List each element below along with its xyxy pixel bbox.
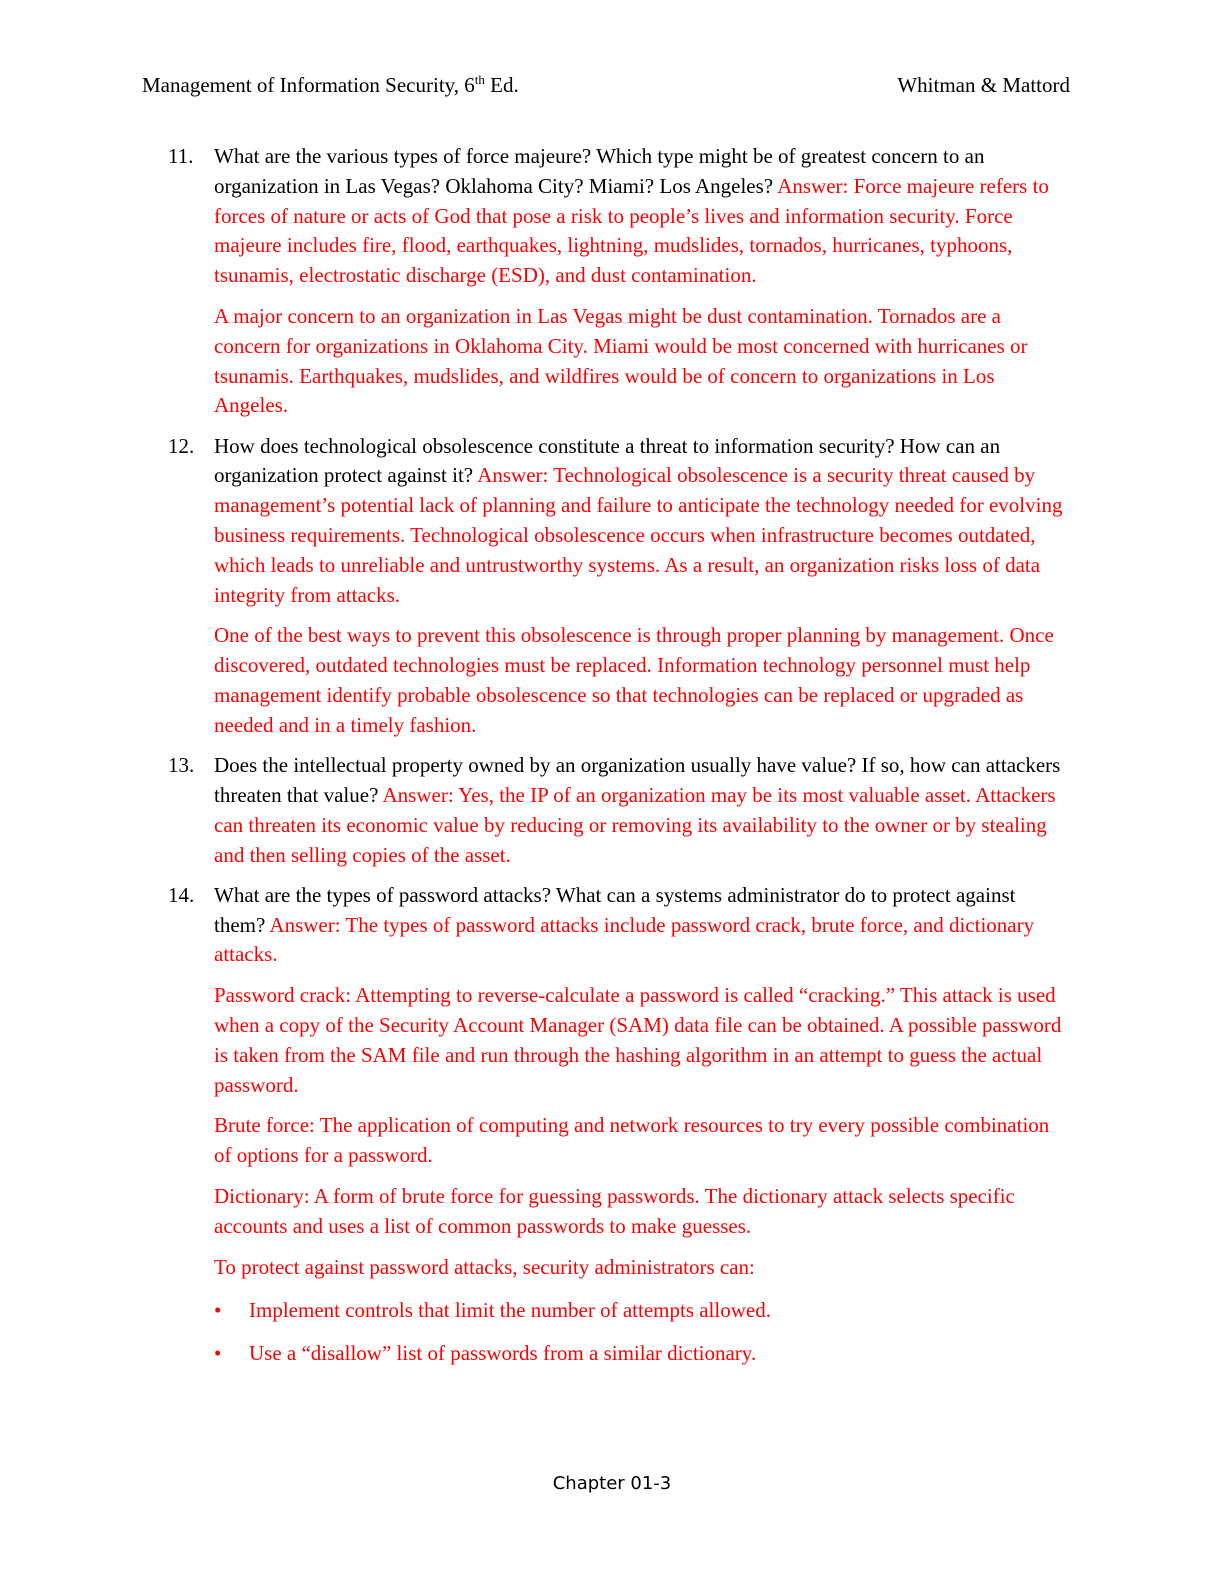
bullet-text: Implement controls that limit the number of attempts allowed. — [249, 1297, 771, 1322]
question-text: Does the intellectual property owned by an organization usually have value? If so, how can attackers threaten that value? — [214, 753, 1061, 807]
page-footer: Chapter 01-3 — [552, 1473, 672, 1494]
answer-paragraph: To protect against password attacks, security administrators can: — [214, 1254, 755, 1279]
question-number: 13. — [168, 753, 195, 778]
header-authors: Whitman & Mattord — [897, 73, 1070, 97]
question-item — [168, 432, 1068, 741]
question-text-block — [214, 751, 1068, 870]
answer-text: Answer: The types of password attacks include password crack, brute force, and dictionary attacks. — [214, 912, 1035, 967]
bullet-text: Use a “disallow” list of passwords from a similar dictionary. — [249, 1341, 757, 1366]
answer-paragraph: A major concern to an organization in Las Vegas might be dust contamination. Tornados are a concern for organizations in Oklahoma City. Miami would be most concerned with hurricanes or tsunamis. Earthquakes, mudslides, and wildfires would be of concern to organizations in Los Angeles. — [214, 303, 1028, 418]
answer-text: Answer: Force majeure refers to forces of nature or acts of God that pose a risk to people’s lives and information security. Force majeure includes fire, flood, earthquakes, lightning, mudslides, tornados, hurricanes, typhoons, tsunamis, electrostatic discharge (ESD), and dust contamination. — [214, 173, 1049, 288]
question-text-block — [214, 142, 1068, 291]
question-number: 11. — [168, 144, 194, 168]
question-item — [168, 142, 1068, 421]
header-book-title: Management of Information Security, 6th Ed. — [142, 72, 519, 97]
bullet-item — [214, 1296, 1068, 1326]
page-header — [142, 70, 1070, 100]
answer-text: Answer: Technological obsolescence is a security threat caused by management’s potential lack of planning and failure to anticipate the technology needed for evolving business requirements. Technological obsolescence occurs when infrastructure becomes outdated, which leads to unreliable and untrustworthy systems. As a result, an organization risks loss of data integrity from attacks. — [214, 463, 1063, 607]
answer-paragraph: One of the best ways to prevent this obsolescence is through proper planning by management. Once discovered, outdated technologies must be replaced. Information technology personnel must help management identify probable obsolescence so that technologies can be replaced or upgraded as needed and in a timely fashion. — [214, 623, 1054, 737]
answer-text: Answer: Yes, the IP of an organization may be its most valuable asset. Attackers can threaten its economic value by reducing or removing its availability to the owner or by stealing and then selling copies of the asset. — [214, 782, 1056, 867]
question-text: How does technological obsolescence constitute a threat to information security? How can an organization protect against it? — [214, 433, 1001, 488]
question-number: 14. — [168, 882, 195, 907]
question-text-block — [214, 432, 1068, 611]
question-number: 12. — [168, 433, 195, 458]
question-text-block — [214, 881, 1068, 970]
question-item — [168, 751, 1068, 870]
bullet-icon: • — [214, 1341, 222, 1366]
bullet-icon: • — [214, 1297, 222, 1322]
answer-paragraph: Brute force: The application of computing and network resources to try every possible combination of options for a password. — [214, 1113, 1050, 1168]
question-text: What are the various types of force majeure? Which type might be of greatest concern to an organization in Las Vegas? Oklahoma City? Miami? Los Angeles? — [214, 144, 985, 198]
answer-paragraph: Password crack: Attempting to reverse-calculate a password is called “cracking.” This attack is used when a copy of the Security Account Manager (SAM) data file can be obtained. A possible password is taken from the SAM file and run through the hashing algorithm in an attempt to guess the actual password. — [214, 983, 1062, 1097]
bullet-item — [214, 1339, 1068, 1369]
question-item — [168, 881, 1068, 1369]
answer-paragraph: Dictionary: A form of brute force for guessing passwords. The dictionary attack selects specific accounts and uses a list of common passwords to make guesses. — [214, 1184, 1015, 1238]
document-body — [168, 142, 1068, 1379]
question-text: What are the types of password attacks? What can a systems administrator do to protect against them? — [214, 882, 1016, 937]
